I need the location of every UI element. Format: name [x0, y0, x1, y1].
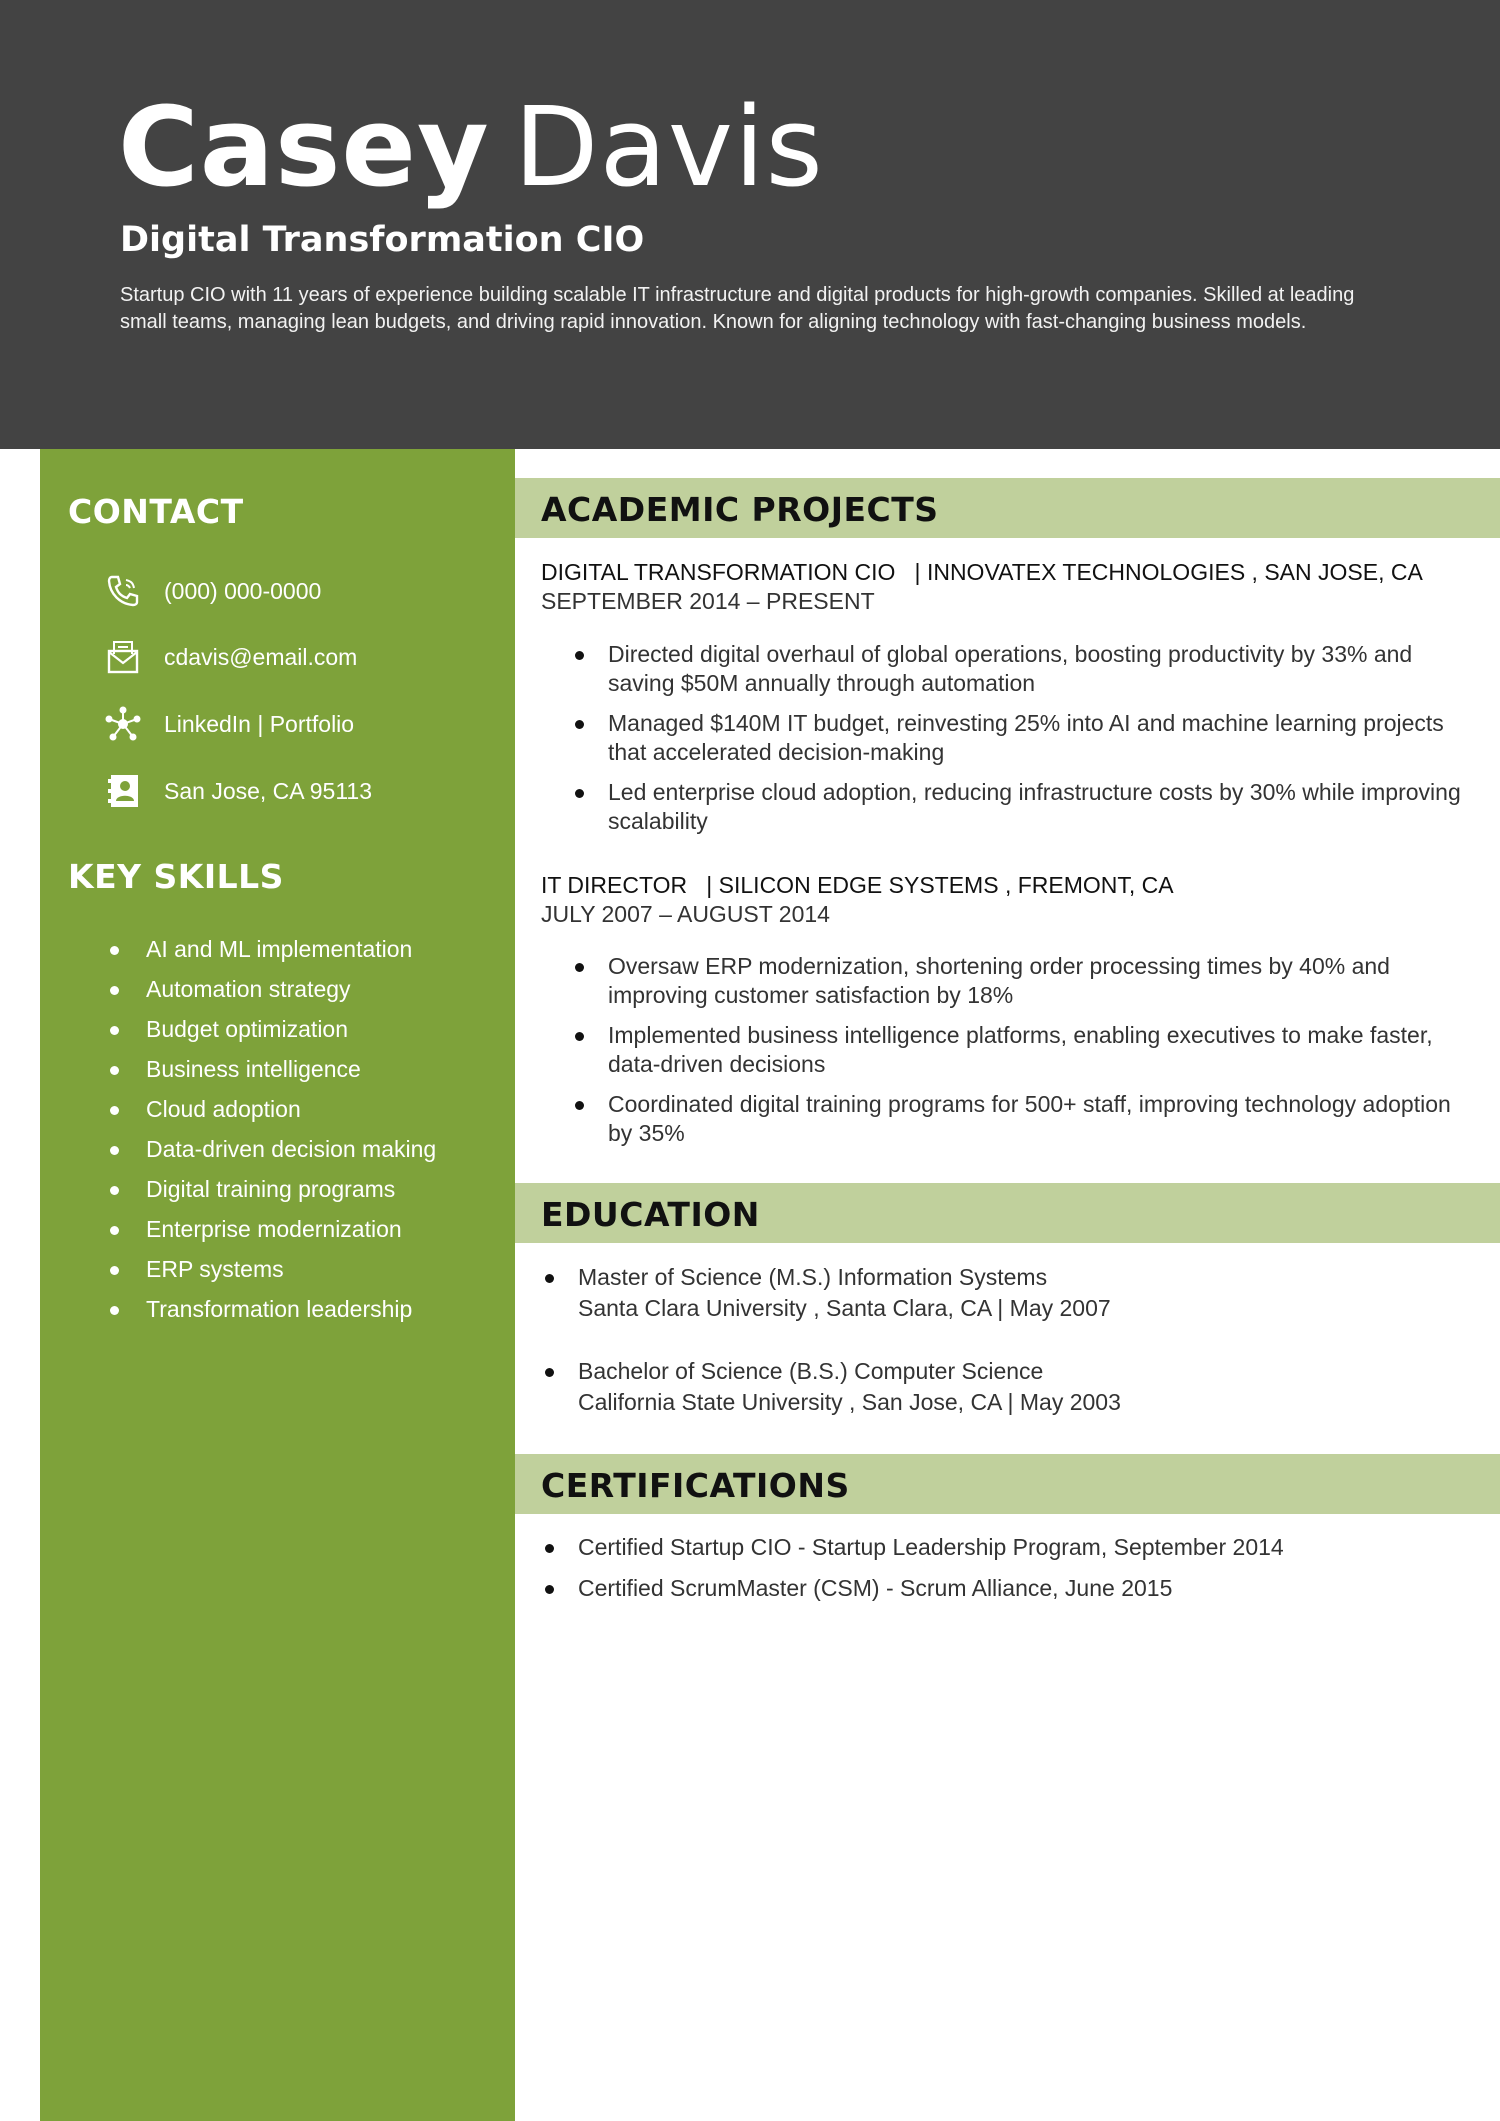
skill-item: Digital training programs — [110, 1175, 440, 1204]
phone-icon — [104, 572, 142, 610]
contact-links — [104, 702, 354, 746]
links-text: LinkedIn | Portfolio — [164, 710, 355, 737]
certifications-heading: CERTIFICATIONS — [541, 1466, 850, 1505]
skill-item: Cloud adoption — [110, 1095, 440, 1124]
candidate-name — [118, 82, 824, 212]
network-icon — [104, 705, 142, 743]
degree: Master of Science (M.S.) Information Systems — [578, 1264, 1048, 1290]
projects-section-band — [515, 478, 1500, 538]
first-name: Casey — [118, 83, 490, 211]
job-separator: | — [693, 872, 719, 898]
projects-heading: ACADEMIC PROJECTS — [541, 490, 939, 529]
skills-list — [110, 935, 440, 1335]
contact-email — [104, 635, 357, 679]
job-bullet: Directed digital overhaul of global operations, boosting productivity by 33% and saving $50M annually through automation — [608, 640, 1468, 698]
job-separator: | — [901, 559, 927, 585]
job-bullet: Oversaw ERP modernization, shortening order processing times by 40% and improving customer satisfaction by 18% — [608, 952, 1468, 1010]
skill-item: Automation strategy — [110, 975, 440, 1004]
education-section-band — [515, 1183, 1500, 1243]
skill-item: Business intelligence — [110, 1055, 440, 1084]
education-item — [578, 1356, 1478, 1418]
resume-header — [0, 0, 1500, 449]
education-item — [578, 1262, 1478, 1324]
sidebar — [40, 449, 515, 2121]
skill-item: Enterprise modernization — [110, 1215, 440, 1244]
phone-text: (000) 000-0000 — [164, 577, 322, 604]
job-title: DIGITAL TRANSFORMATION CIO — [541, 559, 896, 585]
job-bullet: Coordinated digital training programs for 500+ staff, improving technology adoption by 35% — [608, 1090, 1468, 1148]
job-bullets — [608, 640, 1468, 847]
skill-item: Transformation leadership — [110, 1295, 440, 1324]
school: Santa Clara University , Santa Clara, CA | May 2007 — [578, 1295, 1111, 1321]
job-bullet: Managed $140M IT budget, reinvesting 25% into AI and machine learning projects that accelerated decision-making — [608, 709, 1468, 767]
education-heading: EDUCATION — [541, 1195, 760, 1234]
skill-item: Budget optimization — [110, 1015, 440, 1044]
contact-address — [104, 769, 372, 813]
job-title: Digital Transformation CIO — [120, 220, 645, 260]
job-bullet: Implemented business intelligence platforms, enabling executives to make faster, data-driven decisions — [608, 1021, 1468, 1079]
contact-phone — [104, 569, 321, 613]
summary: Startup CIO with 11 years of experience building scalable IT infrastructure and digital products for high-growth companies. Skilled at leading small teams, managing lean budgets, and driving rapid innovation. Known for aligning technology with fast-changing business models. — [120, 284, 1355, 333]
degree: Bachelor of Science (B.S.) Computer Science — [578, 1358, 1044, 1384]
job-header — [541, 872, 1174, 899]
address-card-icon — [104, 772, 142, 810]
last-name: Davis — [513, 83, 824, 211]
certification-item: Certified ScrumMaster (CSM) - Scrum Alliance, June 2015 — [578, 1573, 1478, 1604]
certifications-section-band — [515, 1454, 1500, 1514]
job-company: SILICON EDGE SYSTEMS , FREMONT, CA — [718, 872, 1174, 898]
certification-item: Certified Startup CIO - Startup Leadership Program, September 2014 — [578, 1532, 1478, 1563]
address-text: San Jose, CA 95113 — [164, 777, 372, 804]
job-bullets — [608, 952, 1468, 1159]
job-title: IT DIRECTOR — [541, 872, 688, 898]
job-dates: JULY 2007 – AUGUST 2014 — [541, 901, 830, 927]
job-company: INNOVATEX TECHNOLOGIES , SAN JOSE, CA — [926, 559, 1423, 585]
job-header — [541, 559, 1423, 586]
job-bullet: Led enterprise cloud adoption, reducing infrastructure costs by 30% while improving scalability — [608, 778, 1468, 836]
skill-item: Data-driven decision making — [110, 1135, 440, 1164]
job-dates: SEPTEMBER 2014 – PRESENT — [541, 588, 875, 614]
skill-item: AI and ML implementation — [110, 935, 440, 964]
school: California State University , San Jose, CA | May 2003 — [578, 1389, 1121, 1415]
education-list — [578, 1262, 1478, 1450]
skills-heading: KEY SKILLS — [68, 857, 284, 896]
email-text: cdavis@email.com — [164, 643, 358, 670]
contact-heading: CONTACT — [68, 492, 244, 531]
skill-item: ERP systems — [110, 1255, 440, 1284]
email-icon — [104, 638, 142, 676]
certifications-list — [578, 1532, 1478, 1614]
